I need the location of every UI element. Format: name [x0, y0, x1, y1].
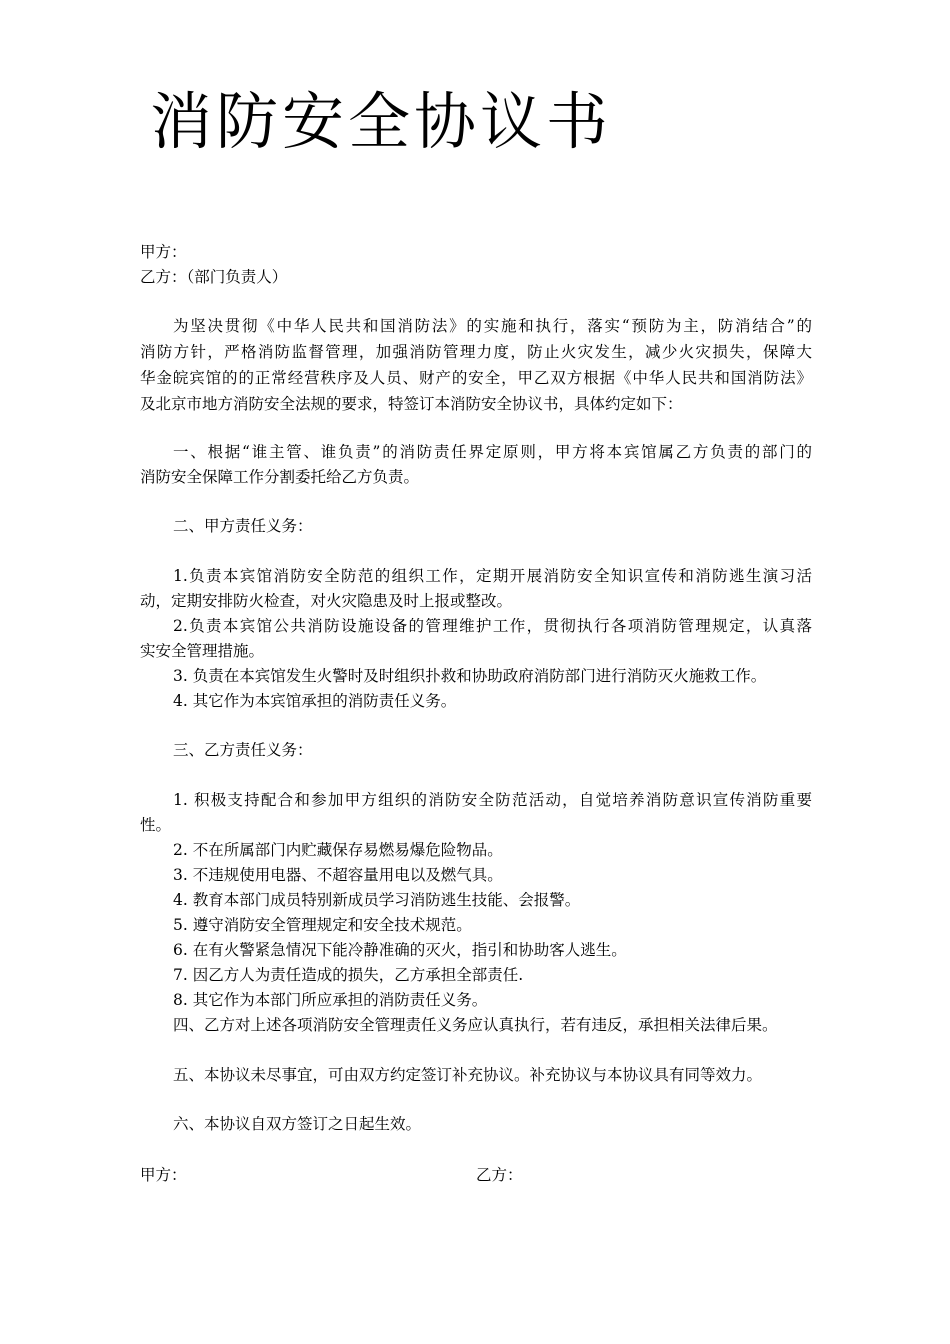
clause-3-item: 1. 积极支持配合和参加甲方组织的消防安全防范活动，自觉培养消防意识宣传消防重要 [173, 791, 812, 809]
preamble-line: 为坚决贯彻《中华人民共和国消防法》的实施和执行，落实“预防为主，防消结合”的 [173, 317, 812, 335]
clause-2-item: 2.负责本宾馆公共消防设施设备的管理维护工作，贯彻执行各项消防管理规定，认真落 [173, 617, 812, 635]
clause-2-item: 动，定期安排防火检查，对火灾隐患及时上报或整改。 [140, 592, 513, 610]
clause-5: 五、本协议未尽事宜，可由双方约定签订补充协议。补充协议与本协议具有同等效力。 [173, 1066, 763, 1084]
preamble-line: 及北京市地方消防安全法规的要求，特签订本消防安全协议书，具体约定如下： [140, 395, 683, 413]
clause-2-item: 1.负责本宾馆消防安全防范的组织工作，定期开展消防安全知识宣传和消防逃生演习活 [173, 567, 812, 585]
clause-3-item: 2. 不在所属部门内贮藏保存易燃易爆危险物品。 [173, 841, 503, 859]
clause-2-item: 实安全管理措施。 [140, 642, 265, 660]
signature-party-a: 甲方： [140, 1166, 187, 1184]
preamble-line: 华金皖宾馆的的正常经营秩序及人员、财产的安全，甲乙双方根据《中华人民共和国消防法》 [140, 369, 812, 387]
document-title: 消防安全协议书 [150, 85, 613, 158]
clause-3-item: 7. 因乙方人为责任造成的损失，乙方承担全部责任. [173, 966, 524, 984]
preamble-line: 消防方针，严格消防监督管理，加强消防管理力度，防止火灾发生，减少火灾损失，保障大 [140, 343, 812, 361]
clause-3-item: 8. 其它作为本部门所应承担的消防责任义务。 [173, 991, 488, 1009]
clause-3-item: 5. 遵守消防安全管理规定和安全技术规范。 [173, 916, 472, 934]
clause-3-item: 4. 教育本部门成员特别新成员学习消防逃生技能、会报警。 [173, 891, 581, 909]
clause-3-heading: 三、乙方责任义务： [173, 741, 313, 759]
clause-2-item: 4. 其它作为本宾馆承担的消防责任义务。 [173, 692, 457, 710]
clause-2-item: 3. 负责在本宾馆发生火警时及时组织扑救和协助政府消防部门进行消防灭火施救工作。 [173, 667, 767, 685]
party-b-line: 乙方：（部门负责人） [140, 268, 288, 286]
clause-4: 四、乙方对上述各项消防安全管理责任义务应认真执行，若有违反，承担相关法律后果。 [173, 1016, 778, 1034]
clause-2-heading: 二、甲方责任义务： [173, 517, 313, 535]
clause-1-line: 一、根据“谁主管、谁负责”的消防责任界定原则，甲方将本宾馆属乙方负责的部门的 [173, 443, 812, 461]
clause-6: 六、本协议自双方签订之日起生效。 [173, 1115, 422, 1133]
clause-1-line: 消防安全保障工作分割委托给乙方负责。 [140, 468, 420, 486]
clause-3-item: 6. 在有火警紧急情况下能冷静准确的灭火，指引和协助客人逃生。 [173, 941, 627, 959]
clause-3-item: 3. 不违规使用电器、不超容量用电以及燃气具。 [173, 866, 503, 884]
signature-party-b: 乙方： [476, 1166, 523, 1184]
clause-3-item: 性。 [140, 816, 172, 834]
party-a-line: 甲方： [140, 243, 187, 261]
